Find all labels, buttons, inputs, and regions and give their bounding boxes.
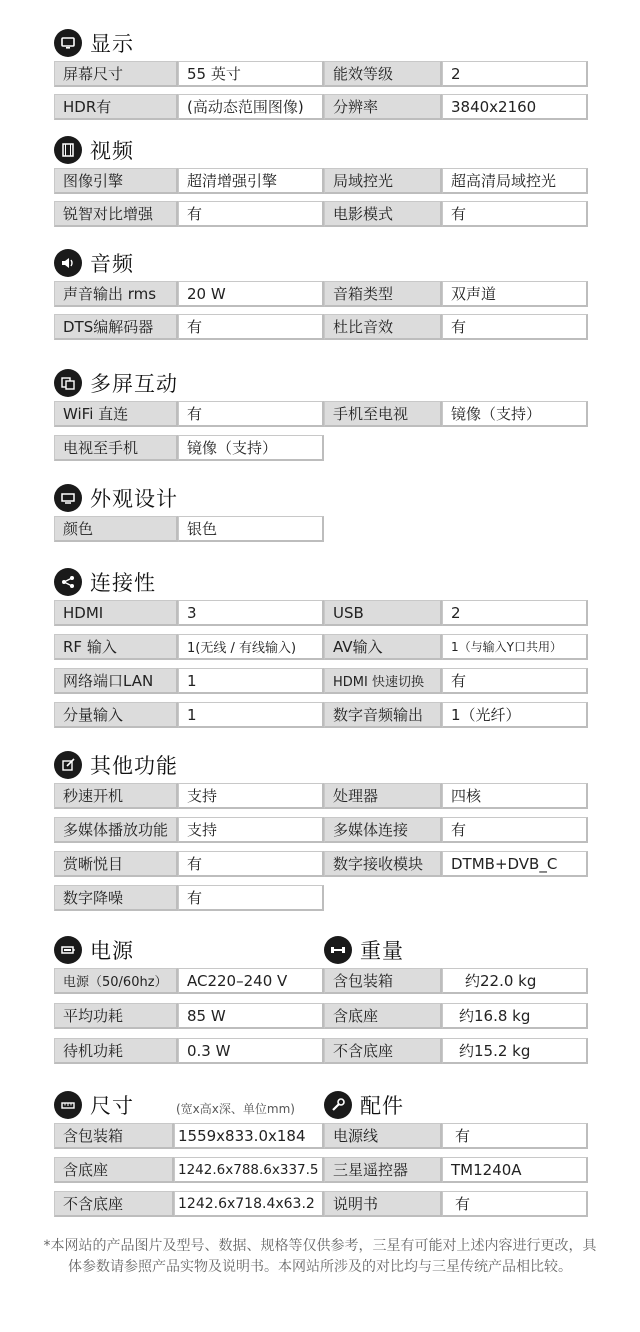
spec-value: 镜像（支持） [178, 435, 324, 461]
spec-value: 1559x833.0x184 [174, 1123, 324, 1149]
section-header-other [54, 749, 178, 781]
spec-row [54, 1003, 324, 1029]
disclaimer-text: *本网站的产品图片及型号、数据、规格等仅供参考，三星有可能对上述内容进行更改，具体参数请参照产品实物及说明书。本网站所涉及的对比均与三星传统产品相比较。 [43, 1238, 597, 1275]
spec-label: 含包装箱 [324, 968, 442, 994]
share-icon [54, 568, 82, 596]
spec-row [54, 1191, 324, 1217]
spec-label: 平均功耗 [54, 1003, 178, 1029]
spec-value: 1 [178, 702, 324, 728]
section-title: 重量 [360, 939, 404, 963]
spec-label: 锐智对比增强 [54, 201, 178, 227]
spec-value: 有 [178, 401, 324, 427]
screens-icon [54, 369, 82, 397]
spec-row [54, 1038, 324, 1064]
wrench-icon [324, 1091, 352, 1119]
spec-label: HDMI [54, 600, 178, 626]
spec-value: 有 [442, 817, 588, 843]
spec-row [54, 1157, 324, 1183]
spec-label: RF 输入 [54, 634, 178, 660]
spec-row [54, 968, 324, 994]
spec-row [54, 668, 588, 694]
spec-label: 分辨率 [324, 94, 442, 120]
spec-row [54, 817, 588, 843]
spec-label: DTS编解码器 [54, 314, 178, 340]
spec-label: 网络端口LAN [54, 668, 178, 694]
section-header-video [54, 134, 134, 166]
spec-value: 约15.2 kg [442, 1038, 588, 1064]
spec-value: 有 [442, 668, 588, 694]
spec-value: 1（与输入Y口共用） [442, 634, 588, 660]
spec-label: 数字降噪 [54, 885, 178, 911]
spec-value: 银色 [178, 516, 324, 542]
spec-label: 多媒体播放功能 [54, 817, 178, 843]
spec-label: 秒速开机 [54, 783, 178, 809]
spec-value: 1242.6x718.4x63.2 [174, 1191, 324, 1217]
spec-row [54, 94, 588, 120]
spec-value: 有 [442, 1123, 588, 1149]
section-title: 配件 [360, 1094, 404, 1118]
spec-label: 电源（50/60hz） [54, 968, 178, 994]
spec-value: 3840x2160 [442, 94, 588, 120]
spec-label: 待机功耗 [54, 1038, 178, 1064]
section-title: 视频 [90, 139, 134, 163]
section-header-design [54, 482, 178, 514]
spec-label: HDMI 快速切换 [324, 668, 442, 694]
spec-label: 电源线 [324, 1123, 442, 1149]
spec-value: 55 英寸 [178, 61, 324, 87]
spec-label: 含底座 [54, 1157, 174, 1183]
section-title: 音频 [90, 252, 134, 276]
spec-value: 镜像（支持） [442, 401, 588, 427]
spec-row [54, 783, 588, 809]
spec-label: HDR有 [54, 94, 178, 120]
spec-row [324, 968, 588, 994]
edit-icon [54, 751, 82, 779]
spec-label: 数字音频输出 [324, 702, 442, 728]
battery-icon [54, 936, 82, 964]
section-header-weight [324, 934, 404, 966]
spec-label: 三星遥控器 [324, 1157, 442, 1183]
section-header-audio [54, 247, 134, 279]
spec-row [54, 281, 588, 307]
spec-row [324, 1123, 588, 1149]
spec-row [324, 1191, 588, 1217]
spec-label: 多媒体连接 [324, 817, 442, 843]
spec-row [54, 401, 588, 427]
section-header-multiscreen [54, 367, 178, 399]
spec-value: TM1240A [442, 1157, 588, 1183]
spec-row [54, 702, 588, 728]
spec-label: WiFi 直连 [54, 401, 178, 427]
spec-value: 2 [442, 600, 588, 626]
spec-label: 杜比音效 [324, 314, 442, 340]
spec-label: 电影模式 [324, 201, 442, 227]
spec-value: DTMB+DVB_C [442, 851, 588, 877]
section-subtitle: (宽x高x深、单位mm) [176, 1101, 295, 1116]
ruler-icon [54, 1091, 82, 1119]
spec-value: 2 [442, 61, 588, 87]
spec-value: 四核 [442, 783, 588, 809]
spec-value: 支持 [178, 783, 324, 809]
spec-label: 手机至电视 [324, 401, 442, 427]
spec-label: AV输入 [324, 634, 442, 660]
spec-value: 超清增强引擎 [178, 168, 324, 194]
section-title: 外观设计 [90, 487, 178, 511]
spec-label: 电视至手机 [54, 435, 178, 461]
section-header-accessories [324, 1089, 404, 1121]
section-header-connectivity [54, 566, 156, 598]
spec-value: 有 [442, 1191, 588, 1217]
spec-row [324, 1038, 588, 1064]
spec-label: 屏幕尺寸 [54, 61, 178, 87]
spec-value: 超高清局域控光 [442, 168, 588, 194]
section-header-size [54, 1089, 295, 1121]
spec-label: USB [324, 600, 442, 626]
spec-row [324, 1157, 588, 1183]
spec-label: 处理器 [324, 783, 442, 809]
section-title: 多屏互动 [90, 372, 178, 396]
spec-row [54, 851, 588, 877]
monitor-icon [54, 29, 82, 57]
dumbbell-icon [324, 936, 352, 964]
spec-row [54, 600, 588, 626]
section-title: 其他功能 [90, 754, 178, 778]
spec-value: 有 [178, 885, 324, 911]
spec-row [54, 516, 324, 542]
spec-value: 有 [442, 314, 588, 340]
section-title: 显示 [90, 32, 134, 56]
spec-label: 声音输出 rms [54, 281, 178, 307]
film-icon [54, 136, 82, 164]
spec-label: 不含底座 [54, 1191, 174, 1217]
spec-value: 85 W [178, 1003, 324, 1029]
spec-label: 图像引擎 [54, 168, 178, 194]
section-title: 尺寸 [90, 1094, 134, 1118]
spec-label: 说明书 [324, 1191, 442, 1217]
spec-row [54, 168, 588, 194]
spec-label: 分量输入 [54, 702, 178, 728]
spec-row [54, 61, 588, 87]
spec-value: 约22.0 kg [442, 968, 588, 994]
spec-row [54, 634, 588, 660]
spec-label: 不含底座 [324, 1038, 442, 1064]
spec-value: 有 [178, 314, 324, 340]
spec-value: 约16.8 kg [442, 1003, 588, 1029]
spec-value: 支持 [178, 817, 324, 843]
spec-label: 颜色 [54, 516, 178, 542]
spec-label: 数字接收模块 [324, 851, 442, 877]
spec-label: 含包装箱 [54, 1123, 174, 1149]
tv-icon [54, 484, 82, 512]
spec-value: 双声道 [442, 281, 588, 307]
spec-value: AC220–240 V [178, 968, 324, 994]
spec-row [54, 885, 324, 911]
spec-value: 有 [178, 201, 324, 227]
spec-value: 1(无线 / 有线输入) [178, 634, 324, 660]
spec-row [54, 435, 324, 461]
section-title: 连接性 [90, 571, 156, 595]
spec-value: 20 W [178, 281, 324, 307]
spec-value: 3 [178, 600, 324, 626]
section-title: 电源 [90, 939, 134, 963]
spec-value: 0.3 W [178, 1038, 324, 1064]
spec-row [54, 314, 588, 340]
spec-row [54, 201, 588, 227]
spec-value: 1242.6x788.6x337.5 [174, 1157, 324, 1183]
spec-value: (高动态范围图像) [178, 94, 324, 120]
spec-label: 局域控光 [324, 168, 442, 194]
spec-label: 含底座 [324, 1003, 442, 1029]
section-header-display [54, 27, 134, 59]
spec-value: 有 [178, 851, 324, 877]
spec-label: 音箱类型 [324, 281, 442, 307]
spec-label: 能效等级 [324, 61, 442, 87]
section-header-power [54, 934, 134, 966]
spec-value: 1（光纤） [442, 702, 588, 728]
spec-row [54, 1123, 324, 1149]
spec-row [324, 1003, 588, 1029]
spec-value: 1 [178, 668, 324, 694]
speaker-icon [54, 249, 82, 277]
spec-value: 有 [442, 201, 588, 227]
spec-label: 赏晰悦目 [54, 851, 178, 877]
